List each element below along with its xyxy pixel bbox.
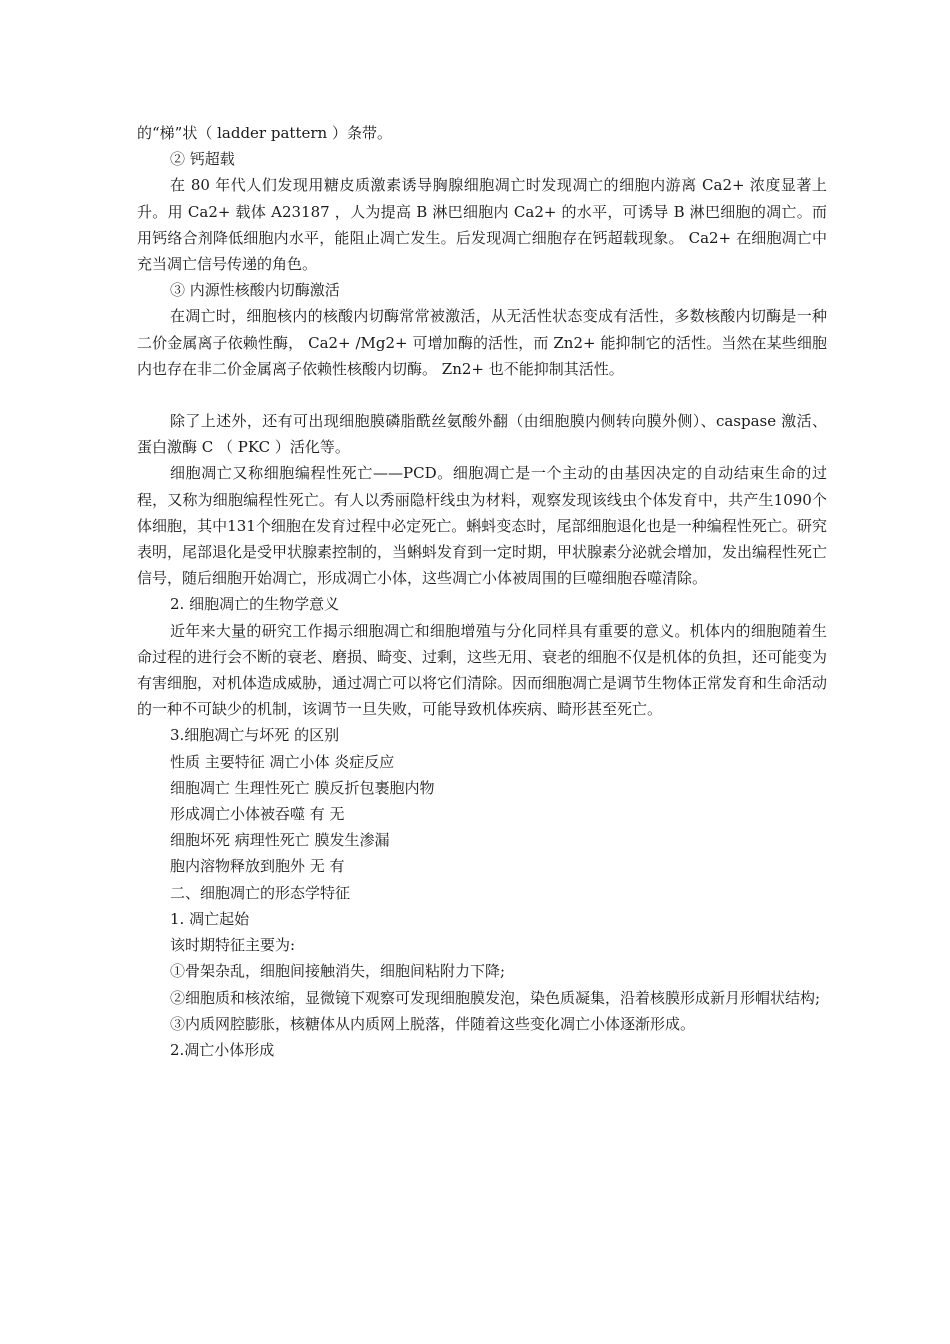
heading-morphological-features: 二、细胞凋亡的形态学特征 [170,883,351,902]
heading-apoptosis-vs-necrosis: 3.细胞凋亡与坏死 的区别 [170,726,340,745]
paragraph-stage-features-intro: 该时期特征主要为: [170,936,296,955]
comparison-row-necrosis-cont: 胞内溶物释放到胞外 无 有 [170,857,345,876]
heading-biological-significance: 2. 细胞凋亡的生物学意义 [170,595,340,614]
heading-endonuclease-activation: ③ 内源性核酸内切酶激活 [170,281,340,300]
heading-apoptosis-initiation: 1. 凋亡起始 [170,909,250,928]
blank-line [137,382,827,408]
paragraph-calcium-overload: 在 80 年代人们发现用糖皮质激素诱导胸腺细胞凋亡时发现凋亡的细胞内游离 Ca2+ 浓度显著上升。用 Ca2+ 载体 A23187 ，人为提高 B 淋巴细胞内 Ca2+ 的水平，可诱导 B 淋巴细胞的凋亡。而用钙络合剂降低细胞内水平，能阻止凋亡发生。后发现凋亡细胞存在钙超载现象。 Ca2+ 在细胞凋亡中充当凋亡信号传递的角色。 [137,176,827,274]
list-item-er-swelling: ③内质网腔膨胀，核糖体从内质网上脱落，伴随着这些变化凋亡小体逐渐形成。 [170,1014,696,1033]
paragraph-pcd: 细胞凋亡又称细胞编程性死亡——PCD。细胞凋亡是一个主动的由基因决定的自动结束生命的过程，又称为细胞编程性死亡。有人以秀丽隐杆线虫为材料，观察发现该线虫个体发育中，共产生1090个体细胞，其中131个细胞在发育过程中必定死亡。蝌蚪变态时，尾部细胞退化也是一种编程性死亡。研究表明，尾部退化是受甲状腺素控制的，当蝌蚪发育到一定时期，甲状腺素分泌就会增加，发出编程性死亡信号，随后细胞开始凋亡，形成凋亡小体，这些凋亡小体被周围的巨噬细胞吞噬清除。 [137,464,828,588]
heading-apoptotic-body-formation: 2.凋亡小体形成 [170,1040,275,1059]
comparison-row-apoptosis-cont: 形成凋亡小体被吞噬 有 无 [170,805,345,824]
comparison-row-necrosis: 细胞坏死 病理性死亡 膜发生渗漏 [170,831,390,850]
document-body [137,120,827,1063]
paragraph-biological-significance: 近年来大量的研究工作揭示细胞凋亡和细胞增殖与分化同样具有重要的意义。机体内的细胞随着生命过程的进行会不断的衰老、磨损、畸变、过剩，这些无用、衰老的细胞不仅是机体的负担，还可能变为有害细胞，对机体造成威胁，通过凋亡可以将它们清除。因而细胞凋亡是调节生物体正常发育和生命活动的一种不可缺少的机制，该调节一旦失败，可能导致机体疾病、畸形甚至死亡。 [137,621,828,719]
comparison-row-apoptosis: 细胞凋亡 生理性死亡 膜反折包裹胞内物 [170,778,435,797]
paragraph-ladder-pattern: 的“梯”状（ ladder pattern ）条带。 [137,124,392,142]
heading-calcium-overload: ② 钙超载 [170,150,235,169]
list-item-condensation: ②细胞质和核浓缩，显微镜下观察可发现细胞膜发泡，染色质凝集，沿着核膜形成新月形帽状结构; [170,988,821,1007]
list-item-cytoskeleton: ①骨架杂乱，细胞间接触消失，细胞间粘附力下降; [170,962,506,981]
paragraph-endonuclease: 在凋亡时，细胞核内的核酸内切酶常常被激活，从无活性状态变成有活性，多数核酸内切酶是一种二价金属离子依赖性酶， Ca2+ /Mg2+ 可增加酶的活性，而 Zn2+ 能抑制它的活性。当然在某些细胞内也存在非二价金属离子依赖性核酸内切酶。 Zn2+ 也不能抑制其活性。 [137,307,827,378]
paragraph-other-changes: 除了上述外，还有可出现细胞膜磷脂酰丝氨酸外翻（由细胞膜内侧转向膜外侧）、caspase 激活、蛋白激酶 C （ PKC ）活化等。 [137,412,827,457]
comparison-header-row: 性质 主要特征 凋亡小体 炎症反应 [170,752,395,771]
